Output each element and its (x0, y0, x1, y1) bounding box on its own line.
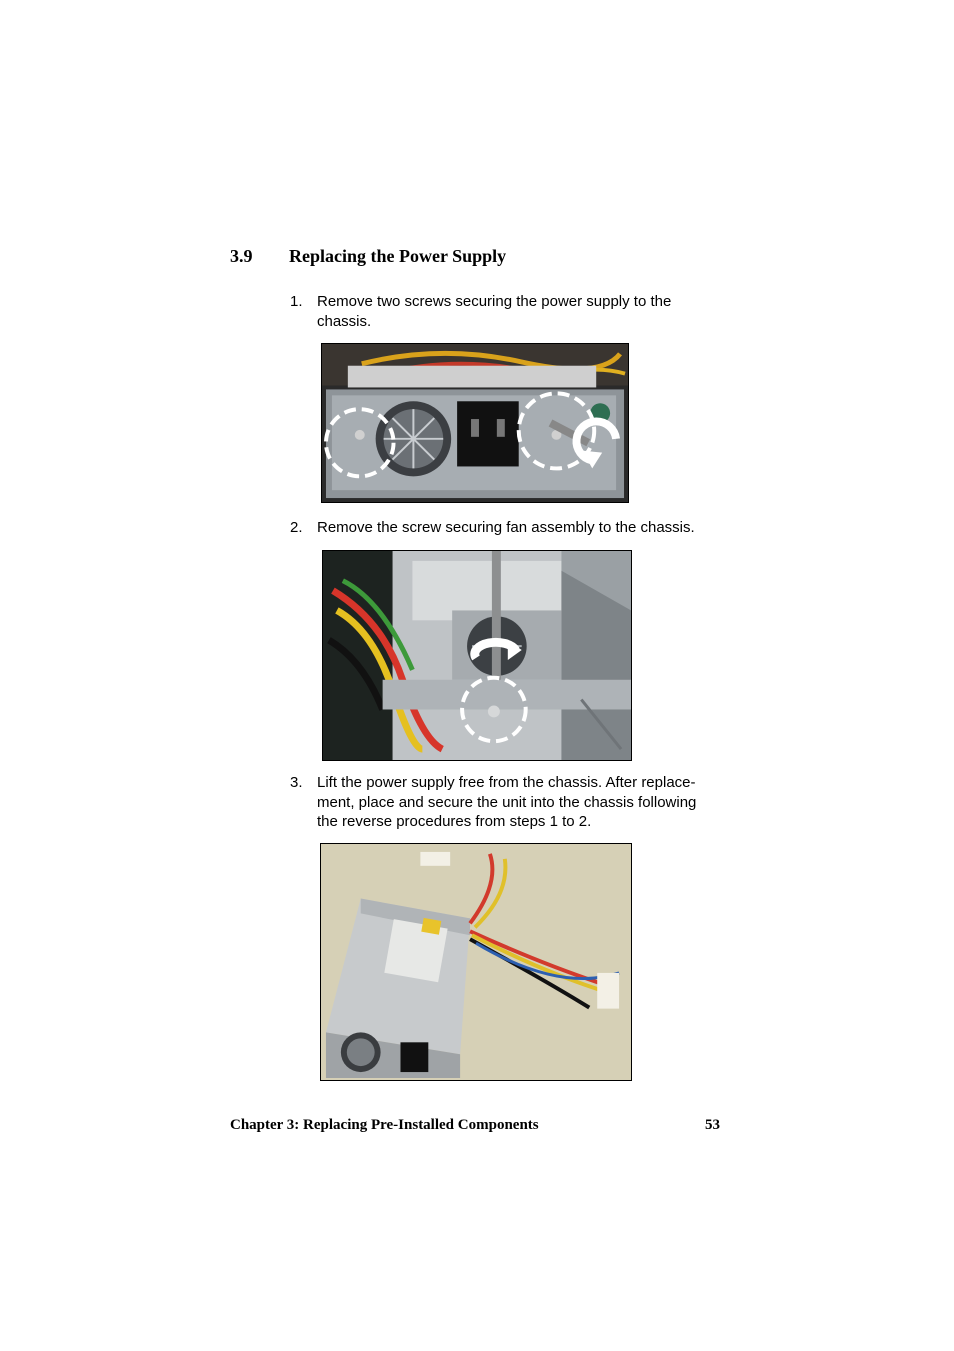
photo-psu-rear-screws (321, 343, 629, 503)
section-number: 3.9 (230, 246, 253, 266)
photo-power-supply-unit (320, 843, 632, 1081)
section-title: Replacing the Power Supply (289, 246, 507, 266)
step-number: 2. (290, 519, 303, 536)
step-number: 1. (290, 293, 303, 310)
step-text: Remove the screw securing fan assembly to the chassis. (317, 519, 695, 536)
page-number: 53 (705, 1117, 720, 1133)
photo-fan-assembly-screw (322, 550, 632, 761)
step-2 (290, 518, 730, 538)
step-1 (290, 292, 730, 332)
step-number: 3. (290, 774, 303, 791)
footer-chapter: Chapter 3: Replacing Pre-Installed Components (230, 1117, 539, 1133)
step-3 (290, 773, 730, 833)
step-text: Lift the power supply free from the chassis. After replace- ment, place and secure the unit into the chassis following the reverse procedures from steps 1 to 2. (317, 774, 697, 830)
step-text: Remove two screws securing the power supply to the chassis. (317, 293, 672, 330)
